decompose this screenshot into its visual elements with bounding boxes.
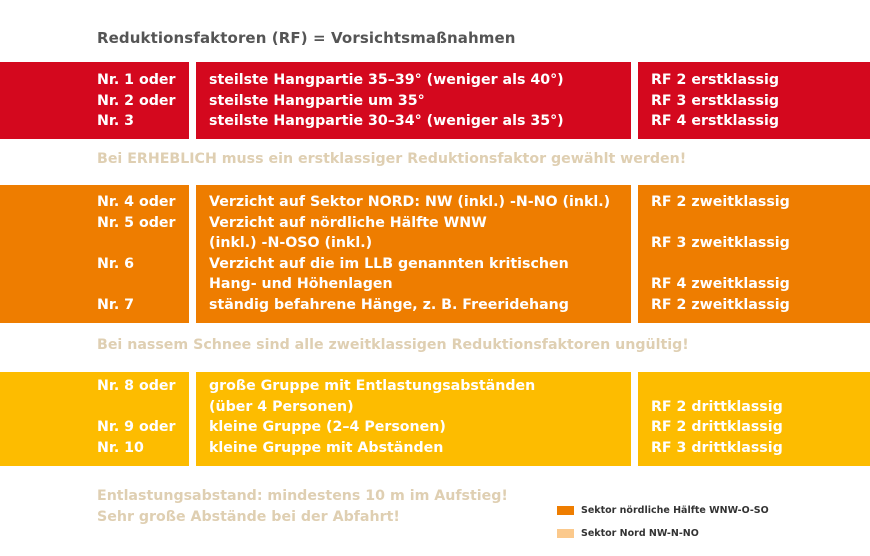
- yellow-rf: RF 2 drittklassig: [651, 398, 783, 415]
- note-line: Sehr große Abstände bei der Abfahrt!: [97, 508, 400, 525]
- red-description-column: [209, 70, 564, 132]
- orange-number: [97, 274, 176, 295]
- legend-swatch-light: [557, 529, 574, 538]
- red-rf: RF 2 erstklassig: [651, 72, 779, 88]
- legend-item-light: [557, 528, 699, 539]
- yellow-description: kleine Gruppe mit Abständen: [209, 439, 444, 456]
- yellow-description: große Gruppe mit Entlastungsabständen: [209, 378, 536, 394]
- yellow-rf: RF 2 drittklassig: [651, 419, 783, 436]
- orange-description: (inkl.) -N-OSO (inkl.): [209, 235, 373, 252]
- orange-rf: [651, 254, 790, 275]
- orange-rf: RF 3 zweitklassig: [651, 235, 790, 252]
- red-rf: RF 3 erstklassig: [651, 92, 779, 109]
- yellow-rf-column: [651, 376, 783, 458]
- note-erheblich: Bei ERHEBLICH muss ein erstklassiger Reduktionsfaktor gewählt werden!: [97, 151, 687, 167]
- band-drittklassig: [0, 372, 870, 466]
- legend-swatch-orange: [557, 506, 574, 515]
- red-number: Nr. 3: [97, 113, 135, 130]
- orange-description: Verzicht auf die im LLB genannten kritischen: [209, 255, 569, 272]
- orange-number-column: [97, 192, 176, 316]
- column-divider: [631, 62, 638, 139]
- red-rf: RF 4 erstklassig: [651, 113, 779, 130]
- red-rf-column: [651, 70, 779, 132]
- column-divider: [631, 372, 638, 466]
- yellow-number: Nr. 10: [97, 439, 144, 456]
- orange-description: ständig befahrene Hänge, z. B. Freeridehang: [209, 296, 569, 313]
- note-line: Entlastungsabstand: mindestens 10 m im Aufstieg!: [97, 488, 508, 504]
- red-description: steilste Hangpartie um 35°: [209, 92, 425, 109]
- orange-rf-column: [651, 192, 790, 316]
- note-nasser-schnee: Bei nassem Schnee sind alle zweitklassigen Reduktionsfaktoren ungültig!: [97, 337, 689, 353]
- legend-label: Sektor nördliche Hälfte WNW-O-SO: [581, 505, 769, 516]
- orange-rf: RF 2 zweitklassig: [651, 194, 790, 210]
- yellow-description: kleine Gruppe (2–4 Personen): [209, 419, 446, 436]
- yellow-number: [97, 397, 176, 418]
- legend-label: Sektor Nord NW-N-NO: [581, 528, 699, 539]
- orange-rf: RF 4 zweitklassig: [651, 276, 790, 293]
- orange-description: Verzicht auf Sektor NORD: NW (inkl.) -N-NO (inkl.): [209, 194, 611, 210]
- column-divider: [631, 185, 638, 323]
- orange-number: Nr. 7: [97, 296, 135, 313]
- orange-number: Nr. 6: [97, 255, 135, 272]
- column-divider: [189, 185, 196, 323]
- orange-description: Hang- und Höhenlagen: [209, 276, 393, 293]
- orange-rf: [651, 213, 790, 234]
- column-divider: [189, 62, 196, 139]
- red-description: steilste Hangpartie 35–39° (weniger als 40°): [209, 72, 564, 88]
- yellow-number-column: [97, 376, 176, 458]
- band-erstklassig: [0, 62, 870, 139]
- red-number-column: [97, 70, 176, 132]
- yellow-description: (über 4 Personen): [209, 398, 354, 415]
- orange-description-column: [209, 192, 610, 316]
- orange-number: Nr. 5 oder: [97, 214, 176, 231]
- column-divider: [189, 372, 196, 466]
- yellow-number: Nr. 9 oder: [97, 419, 176, 436]
- orange-description: Verzicht auf nördliche Hälfte WNW: [209, 214, 487, 231]
- legend-item-orange: [557, 505, 769, 516]
- band-zweitklassig: [0, 185, 870, 323]
- yellow-number: Nr. 8 oder: [97, 378, 176, 394]
- yellow-description-column: [209, 376, 535, 458]
- orange-rf: RF 2 zweitklassig: [651, 296, 790, 313]
- note-entlastungsabstand: [97, 486, 508, 527]
- orange-number: [97, 233, 176, 254]
- yellow-rf: RF 3 drittklassig: [651, 439, 783, 456]
- page-title: Reduktionsfaktoren (RF) = Vorsichtsmaßnahmen: [97, 29, 516, 47]
- red-number: Nr. 1 oder: [97, 72, 176, 88]
- orange-number: Nr. 4 oder: [97, 194, 176, 210]
- red-number: Nr. 2 oder: [97, 92, 176, 109]
- red-description: steilste Hangpartie 30–34° (weniger als 35°): [209, 113, 564, 130]
- yellow-rf: [651, 376, 783, 397]
